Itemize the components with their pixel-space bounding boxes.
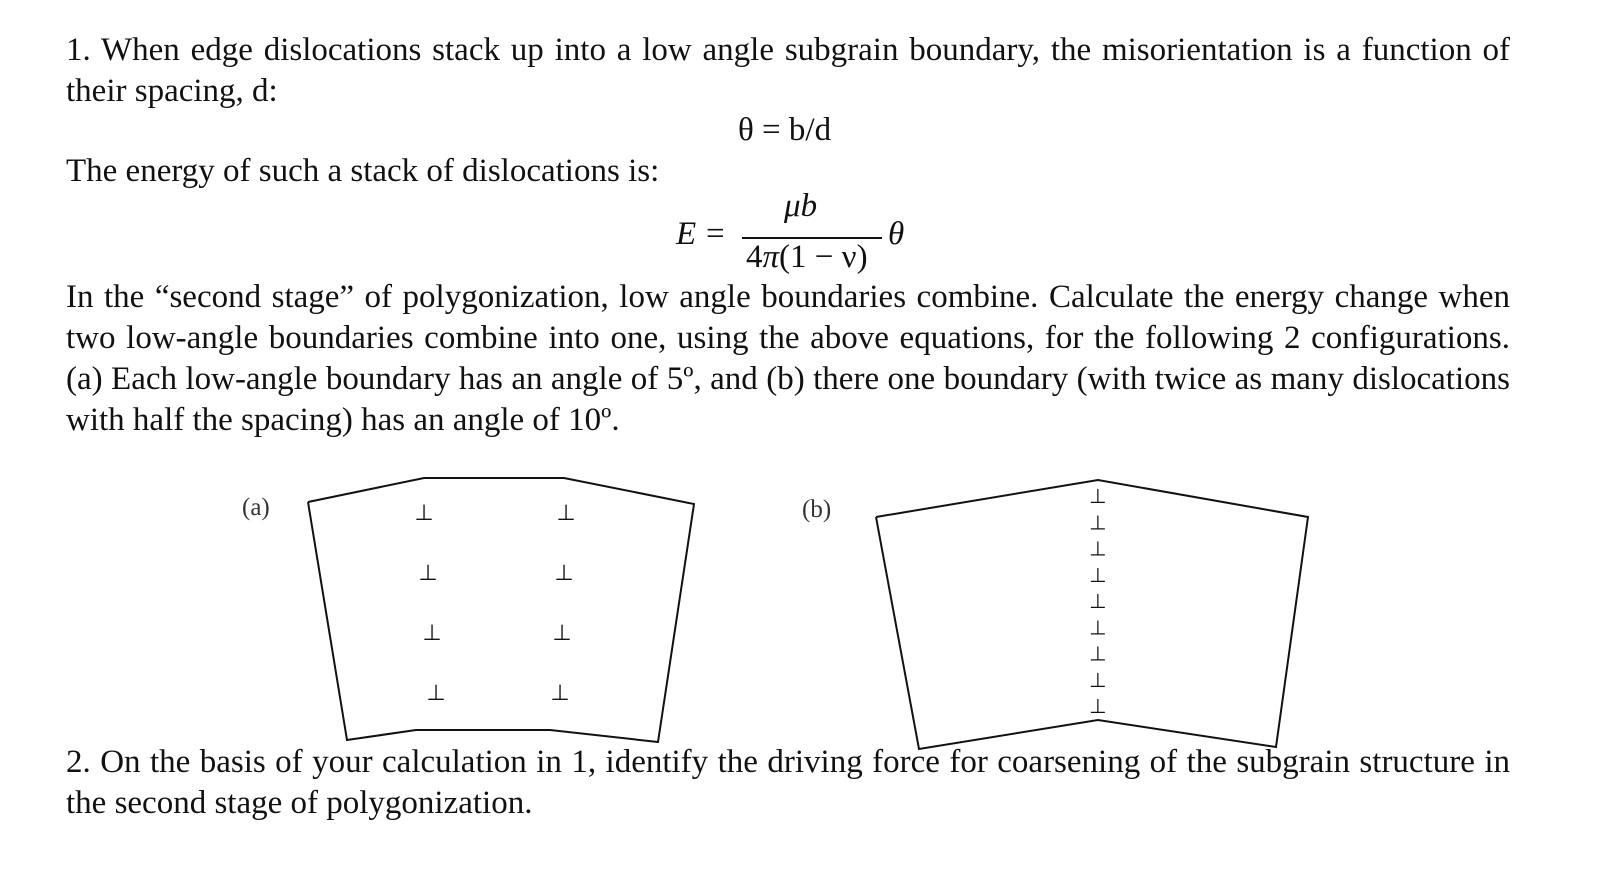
figure-b-dislocations [1089, 484, 1106, 718]
dislocation-symbol: ⊥ [1089, 667, 1107, 692]
figure-a-grain-outline [308, 478, 694, 742]
denominator-prefix: 4 [746, 239, 763, 275]
figure-label-a: (a) [242, 494, 270, 521]
fraction-numerator: μb [784, 188, 818, 224]
dislocation-symbol: ⊥ [1089, 510, 1107, 535]
dislocation-symbol: ⊥ [554, 561, 574, 586]
misorientation-equation: θ = b/d [738, 112, 832, 148]
dislocation-symbol: ⊥ [426, 681, 446, 706]
problem-1-intro: 1. When edge dislocations stack up into a low angle subgrain boundary, the misorientation is a function of their spacing, d: [66, 32, 1510, 109]
energy-symbol: E [676, 216, 697, 252]
problem-2-text: 2. On the basis of your calculation in 1, identify the driving force for coarsening of the subgrain structure in the second stage of polygonization. [66, 744, 1510, 821]
dislocation-symbol: ⊥ [414, 501, 434, 526]
dislocation-symbol: ⊥ [552, 621, 572, 646]
dislocation-symbol: ⊥ [1089, 694, 1107, 718]
dislocation-symbol: ⊥ [422, 621, 442, 646]
dislocation-symbol: ⊥ [1089, 589, 1107, 613]
dislocation-symbol: ⊥ [556, 501, 576, 526]
figure-label-b: (b) [802, 496, 832, 523]
dislocation-symbol: ⊥ [418, 561, 438, 586]
dislocation-symbol: ⊥ [1089, 562, 1107, 587]
dislocation-symbol: ⊥ [1089, 641, 1107, 666]
denominator-pi: π [762, 239, 780, 275]
dislocation-symbol: ⊥ [1089, 484, 1107, 508]
figure-a-dislocations [414, 501, 575, 706]
equals-sign: = [706, 216, 725, 252]
dislocation-symbol: ⊥ [1089, 536, 1107, 561]
figure-a [308, 478, 694, 742]
energy-intro: The energy of such a stack of dislocations is: [66, 153, 660, 189]
theta-factor: θ [888, 216, 905, 252]
dislocation-symbol: ⊥ [1089, 615, 1107, 640]
problem-1-task: In the “second stage” of polygonization, low angle boundaries combine. Calculate the energy change when two low-angle boundaries combine into one, using the above equations, for the following 2 configurations. (a) Each low-angle boundary has an angle of 5º, and (b) there one boundary (with twice as many dislocations with half the spacing) has an angle of 10º. [66, 279, 1510, 438]
denominator-rest: (1 − ν) [779, 239, 868, 275]
dislocation-symbol: ⊥ [550, 681, 570, 706]
